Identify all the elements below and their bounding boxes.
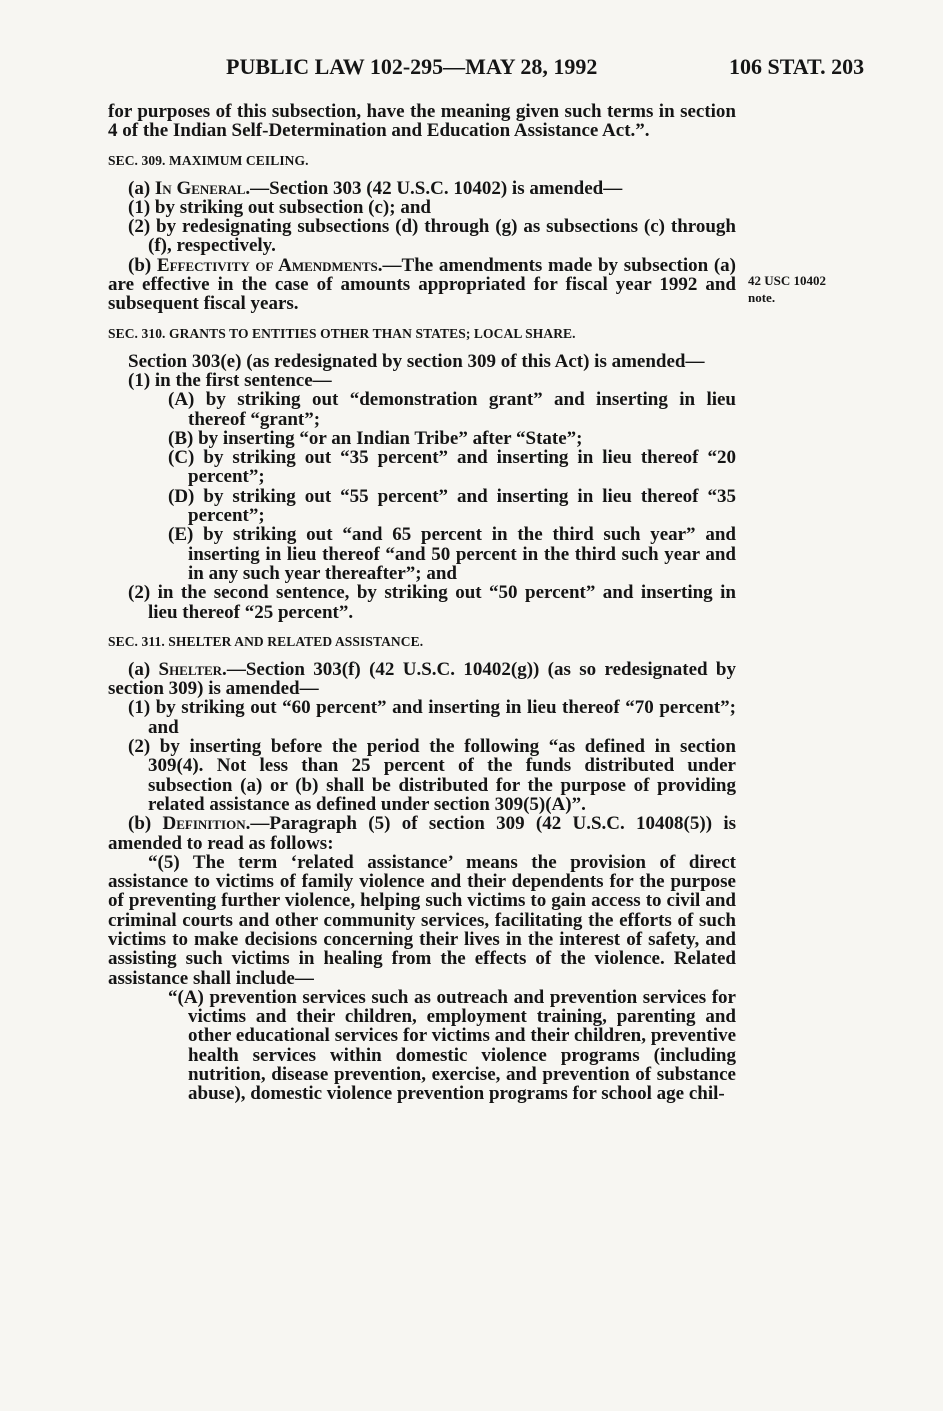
subsection-paragraph (108, 814, 736, 853)
list-item: (2) by redesignating subsections (d) through (g) as subsections (c) through (f), respectively. (128, 216, 736, 257)
subsection-prefix: (b) (128, 254, 157, 276)
subsection-caption: Shelter. (158, 658, 227, 680)
margin-citation-line: note. (748, 290, 776, 305)
sublist-item: (B) by inserting “or an Indian Tribe” after “State”; (168, 427, 583, 449)
running-title: PUBLIC LAW 102-295—MAY 28, 1992 (226, 54, 598, 79)
sublist-item: (E) by striking out “and 65 percent in the third such year” and inserting in lieu thereof “and 50 percent in the third such year and in any such year thereafter”; and (168, 524, 736, 584)
document-body (108, 102, 736, 1104)
margin-citation (748, 272, 826, 306)
subsection-prefix: (b) (128, 813, 163, 835)
section-lead-paragraph: Section 303(e) (as redesignated by section 309 of this Act) is amended— (128, 350, 705, 372)
statute-page-number: 106 STAT. 203 (729, 54, 865, 79)
list-item: (1) by striking out subsection (c); and (128, 196, 431, 218)
intro-paragraph: for purposes of this subsection, have the meaning given such terms in section 4 of the Indian Self-Determination and Education Assistance Act.”. (108, 101, 736, 142)
list-item: (1) in the first sentence— (128, 369, 332, 391)
quoted-definition-paragraph: “(5) The term ‘related assistance’ means the provision of direct assistance to victims of family violence and their dependents for the purpose of preventing further violence, helping such victims to gain access to civil and criminal courts and other community services, facilitating the efforts of such victims to make decisions concerning their lives in the interest of safety, and assisting such victims in healing from the effects of the violence. Related assistance shall include— (108, 851, 736, 989)
subsection-caption: In General. (154, 177, 251, 199)
sublist-item: (A) by striking out “demonstration grant” and inserting in lieu thereof “grant”; (168, 389, 736, 430)
subsection-text: —Section 303(f) (42 U.S.C. 10402(g)) (as so redesignated by section 309) is amended— (108, 658, 736, 700)
sublist-item: (D) by striking out “55 percent” and inserting in lieu thereof “35 percent”; (168, 485, 736, 527)
subsection-caption: Effectivity of Amendments. (156, 254, 383, 276)
subsection-prefix: (a) (128, 177, 155, 199)
subsection-text: —The amendments made by subsection (a) are effective in the case of amounts appropriated for fiscal year 1992 and subsequent fiscal years. (108, 254, 737, 315)
subsection-caption: Definition. (162, 813, 251, 835)
subsection-paragraph (108, 660, 736, 699)
section-heading: SEC. 310. GRANTS TO ENTITIES OTHER THAN STATES; LOCAL SHARE. (108, 325, 576, 341)
subsection-text: —Section 303 (42 U.S.C. 10402) is amended— (250, 177, 623, 199)
subsection-text: —Paragraph (5) of section 309 (42 U.S.C. 10408(5)) is amended to read as follows: (108, 813, 736, 854)
section-heading: SEC. 309. MAXIMUM CEILING. (108, 152, 309, 168)
subsection-prefix: (a) (128, 658, 159, 680)
sublist-item: (C) by striking out “35 percent” and inserting in lieu thereof “20 percent”; (168, 447, 736, 488)
margin-citation-line: 42 USC 10402 (748, 273, 827, 288)
list-item: (2) in the second sentence, by striking out “50 percent” and inserting in lieu thereof “25 percent”. (128, 582, 736, 623)
list-item: (1) by striking out “60 percent” and inserting in lieu thereof “70 percent”; and (128, 697, 736, 738)
page-header (0, 54, 943, 84)
section-heading: SEC. 311. SHELTER AND RELATED ASSISTANCE. (108, 633, 424, 649)
quoted-subparagraph: “(A) prevention services such as outreach and prevention services for victims and their children, employment training, parenting and other educational services for victims and their children, preventive health services within domestic violence programs (including nutrition, disease prevention, exercise, and prevention of substance abuse), domestic violence prevention programs for school age chil- (168, 986, 736, 1105)
subsection-paragraph (108, 256, 736, 314)
subsection-paragraph (108, 179, 736, 198)
list-item: (2) by inserting before the period the following “as defined in section 309(4). Not less than 25 percent of the funds distributed under subsection (a) or (b) shall be distributed for the purpose of providing related assistance as defined under section 309(5)(A)”. (128, 736, 736, 815)
